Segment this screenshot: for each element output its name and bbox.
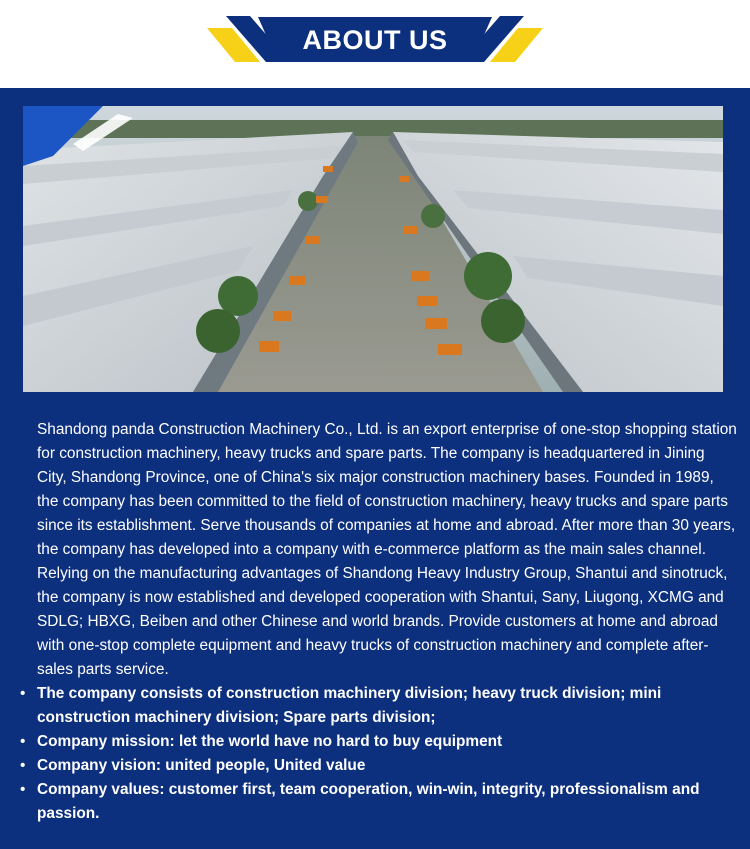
about-us-header (0, 0, 750, 88)
bullet-icon: • (20, 781, 26, 798)
page-title: ABOUT US (302, 25, 448, 55)
list-item: • The company consists of construction machinery division; heavy truck division; mini construction machinery division; Spare parts division; (37, 682, 737, 730)
company-facts-list (20, 682, 737, 826)
bullet-icon: • (20, 685, 26, 702)
about-text (20, 418, 737, 826)
bullet-icon: • (20, 733, 26, 750)
list-item: • Company mission: let the world have no hard to buy equipment (37, 730, 737, 754)
list-item: • Company vision: united people, United value (37, 754, 737, 778)
factory-aerial-photo (23, 106, 723, 392)
company-description: Shandong panda Construction Machinery Co., Ltd. is an export enterprise of one-stop shopping station for construction machinery, heavy trucks and spare parts. The company is headquartered in Jining City, Shandong Province, one of China's six major construction machinery bases. Founded in 1989, the company has been committed to the field of construction machinery, heavy trucks and spare parts since its establishment. Serve thousands of companies at home and abroad. After more than 30 years, the company has developed into a company with e-commerce platform as the main sales channel. Relying on the manufacturing advantages of Shandong Heavy Industry Group, Shantui and sinotruck, the company is now established and developed cooperation with Shantui, Sany, Liugong, XCMG and SDLG; HBXG, Beiben and other Chinese and world brands. Provide customers at home and abroad with one-stop complete equipment and heavy trucks of construction machinery and complete after-sales parts service. (37, 421, 737, 678)
about-panel (0, 88, 750, 849)
list-item: • Company values: customer first, team cooperation, win-win, integrity, professionalism and passion. (37, 778, 737, 826)
bullet-icon: • (20, 757, 26, 774)
